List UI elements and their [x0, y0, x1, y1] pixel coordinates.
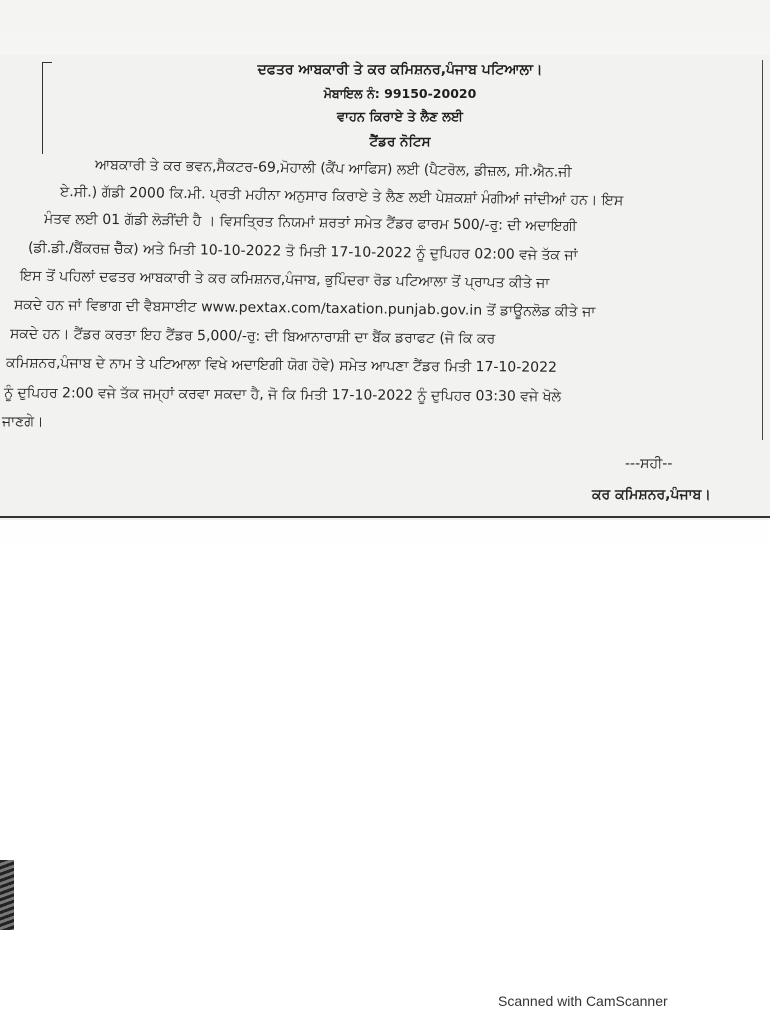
body-line-6: ਸਕਦੇ ਹਨ ਜਾਂ ਵਿਭਾਗ ਦੀ ਵੈਬਸਾਈਟ www.pextax.com/taxation.punjab.gov.in ਤੋਂ ਡਾਊਨਲੋਡ ਕੀਤੇ ਜਾ — [13, 297, 596, 321]
signatory: ਕਰ ਕਮਿਸ਼ਨਰ,ਪੰਜਾਬ। — [592, 487, 711, 503]
clipping-border-left — [42, 62, 43, 154]
body-line-5: ਇਸ ਤੋਂ ਪਹਿਲਾਂ ਦਫਤਰ ਆਬਕਾਰੀ ਤੇ ਕਰ ਕਮਿਸ਼ਨਰ,ਪੰਜਾਬ, ਭੁਪਿੰਦਰਾ ਰੋਡ ਪਟਿਆਲਾ ਤੋਂ ਪ੍ਰਾਪਤ ਕੀਤੇ ਜਾ — [19, 268, 550, 292]
body-line-3: ਮੰਤਵ ਲਈ 01 ਗੱਡੀ ਲੋੜੀਂਦੀ ਹੈ । ਵਿਸਤ੍ਰਿਤ ਨਿਯਮਾਂ ਸ਼ਰਤਾਂ ਸਮੇਤ ਟੈਂਡਰ ਫਾਰਮ 500/-ਰੁ: ਦੀ ਅਦਾਇਗੀ — [43, 211, 577, 235]
camscanner-watermark: Scanned with CamScanner — [498, 993, 668, 1009]
clipping-border-right — [762, 60, 763, 440]
page-edge-shadow — [0, 860, 14, 930]
clipping-border-bottom — [0, 516, 770, 518]
body-line-7: ਸਕਦੇ ਹਨ। ਟੈਂਡਰ ਕਰਤਾ ਇਹ ਟੈਂਡਰ 5,000/-ਰੁ: ਦੀ ਬਿਆਨਾਰਾਸ਼ੀ ਦਾ ਬੈਂਕ ਡਰਾਫਟ (ਜੋ ਕਿ ਕਰ — [9, 326, 496, 348]
body-line-8: ਕਮਿਸ਼ਨਰ,ਪੰਜਾਬ ਦੇ ਨਾਮ ਤੇ ਪਟਿਆਲਾ ਵਿਖੇ ਅਦਾਇਗੀ ਯੋਗ ਹੋਵੇ) ਸਮੇਤ ਆਪਣਾ ਟੈਂਡਰ ਮਿਤੀ 17-10-2022 — [5, 355, 558, 376]
mobile-number: ਮੋਬਾਇਲ ਨੰ: 99150-20020 — [323, 86, 477, 101]
office-heading: ਦਫਤਰ ਆਬਕਾਰੀ ਤੇ ਕਰ ਕਮਿਸ਼ਨਰ,ਪੰਜਾਬ ਪਟਿਆਲਾ। — [257, 62, 543, 78]
clipping-border-corner — [42, 62, 52, 63]
body-line-4: (ਡੀ.ਡੀ./ਬੈਂਕਰਜ਼ ਚੈੱਕ) ਅਤੇ ਮਿਤੀ 10-10-2022 ਤੋ ਮਿਤੀ 17-10-2022 ਨੂੰ ਦੁਪਿਹਰ 02:00 ਵਜੇ ਤੱਕ ਜਾਂ — [27, 240, 578, 264]
signed-mark: ---ਸਹੀ-- — [625, 456, 673, 472]
body-line-2: ਏ.ਸੀ.) ਗੱਡੀ 2000 ਕਿ.ਮੀ. ਪ੍ਰਤੀ ਮਹੀਨਾ ਅਨੁਸਾਰ ਕਿਰਾਏ ਤੇ ਲੈਣ ਲਈ ਪੇਸ਼ਕਸ਼ਾਂ ਮੰਗੀਆਂ ਜਾਂਦੀਆਂ ਹਨ। ਇਸ — [59, 184, 624, 209]
body-line-10: ਜਾਣਗੇ। — [2, 414, 44, 430]
notice-title: ਟੈਂਡਰ ਨੋਟਿਸ — [369, 134, 431, 150]
body-line-1: ਆਬਕਾਰੀ ਤੇ ਕਰ ਭਵਨ,ਸੈਕਟਰ-69,ਮੋਹਾਲੀ (ਕੈਂਪ ਆਫਿਸ) ਲਈ (ਪੈਟਰੋਲ, ਡੀਜ਼ਲ, ਸੀ.ਐਨ.ਜੀ — [94, 157, 572, 181]
notice-subject: ਵਾਹਨ ਕਿਰਾਏ ਤੇ ਲੈਣ ਲਈ — [337, 110, 463, 125]
body-line-9: ਨੂੰ ਦੁਪਿਹਰ 2:00 ਵਜੇ ਤੱਕ ਜਮ੍ਹਾਂ ਕਰਵਾ ਸਕਦਾ ਹੈ, ਜੋ ਕਿ ਮਿਤੀ 17-10-2022 ਨੂੰ ਦੁਪਿਹਰ 03:30 ਵਜੇ ਖੋਲੇ — [3, 385, 562, 405]
